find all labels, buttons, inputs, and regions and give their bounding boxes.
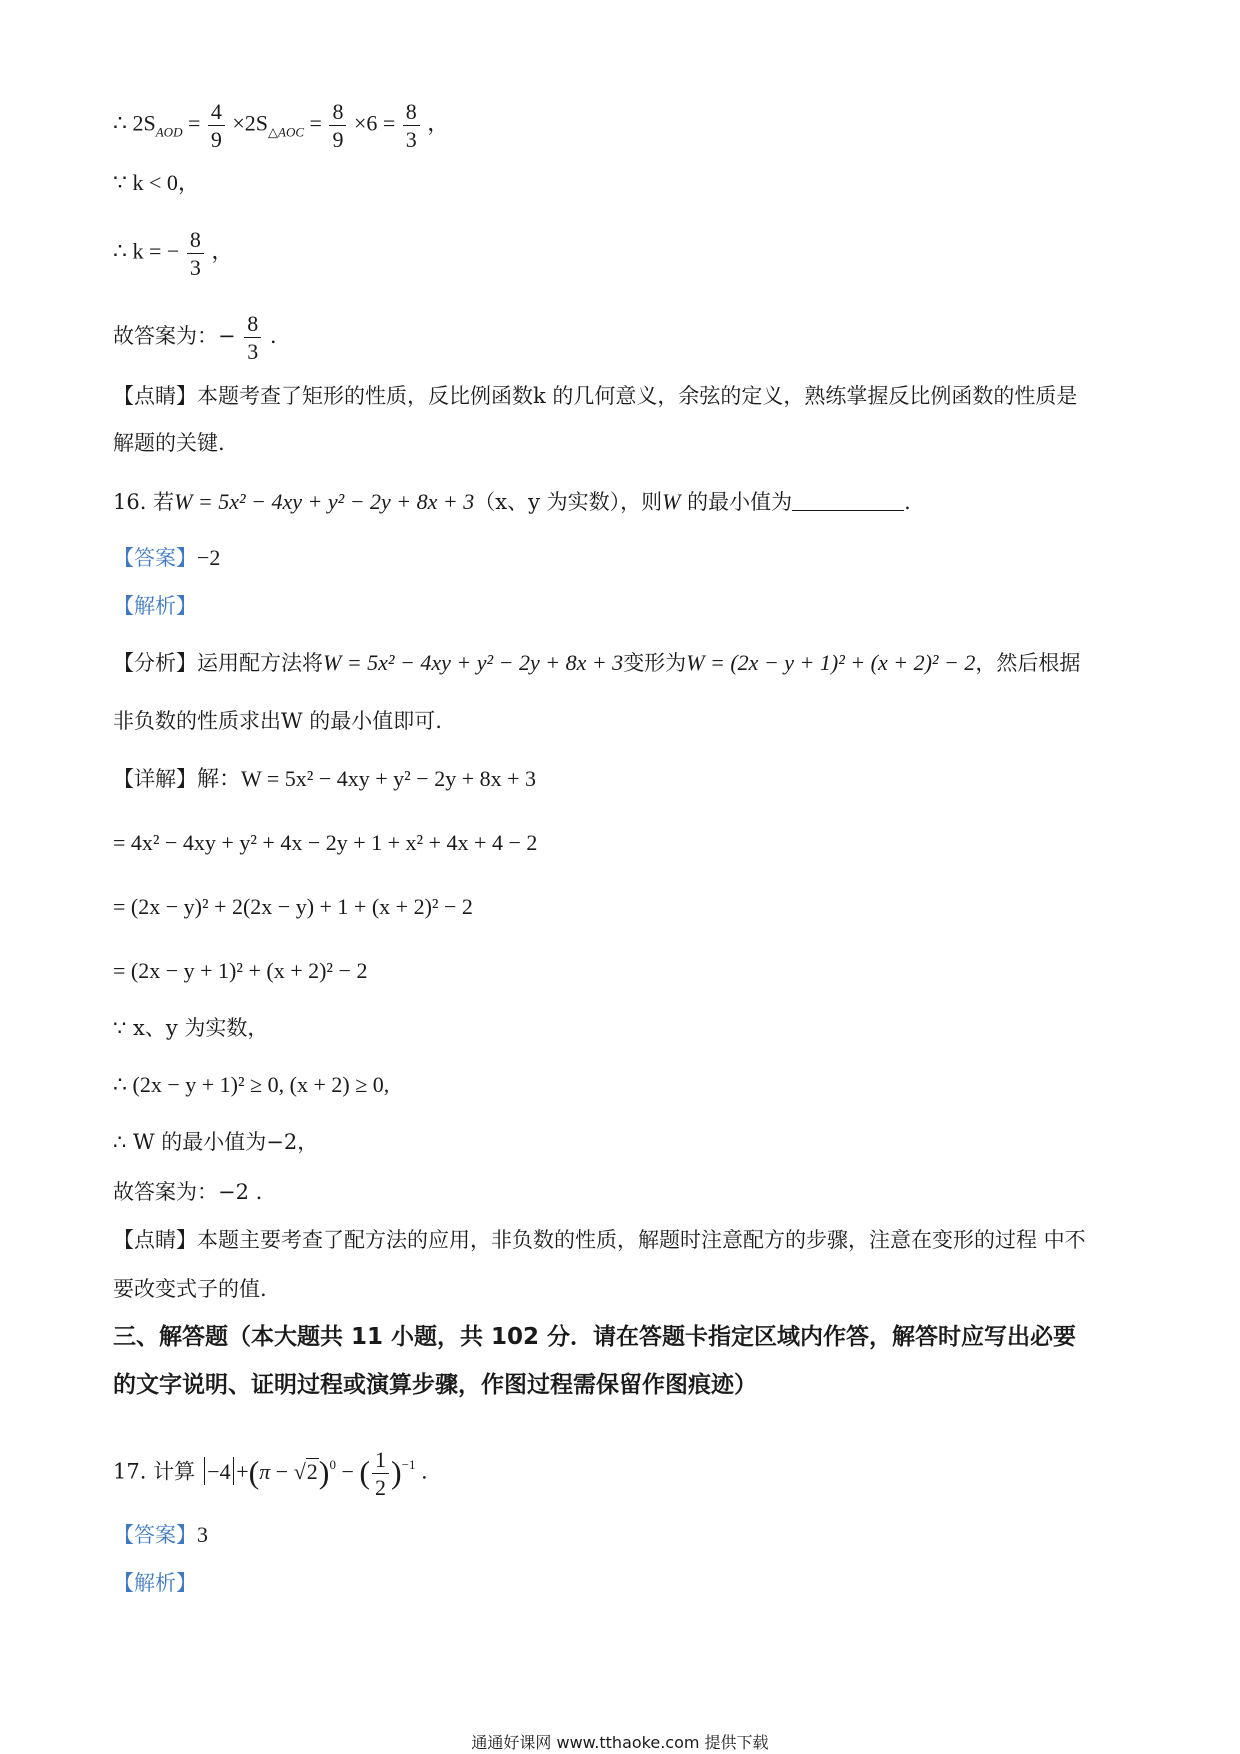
detail-16-line8: 故答案为：−2 . <box>113 1180 263 1204</box>
eq-area-ratio: ∴ $2S_{AOD}$ = $\frac{4}{9}$ $\times 2S_{\triangle AOC}$ = $\frac{8}{9}$ ×6 = $\frac{8}{3}$ ， <box>113 99 450 153</box>
section-3-heading-line1: 三、解答题（本大题共 11 小题，共 102 分．请在答题卡指定区域内作答，解答时应写出必要 <box>113 1324 1077 1350</box>
analysis-16: 【分析】运用配方法将W = 5x² − 4xy + y² − 2y + 8x + 3变形为W = (2x − y + 1)² + (x + 2)² − 2，然后根据 <box>113 650 1081 675</box>
question-16: 16. 若W = 5x² − 4xy + y² − 2y + 8x + 3（x、y 为实数），则W 的最小值为 . <box>113 489 911 514</box>
answer-16: 【答案】−2 <box>113 545 221 570</box>
question-17: 17. 计算 $-4 +(\pi - √2)^0$ − ( $\frac{1}{2}$ )$^{-1}$ . <box>113 1447 428 1501</box>
comment-15-line2: 解题的关键. <box>113 431 225 455</box>
detail-16-line4: = (2x − y + 1)² + (x + 2)² − 2 <box>113 958 368 983</box>
detail-16-line7: ∴ W 的最小值为−2， <box>113 1130 319 1154</box>
analysis-16-line2: 非负数的性质求出W 的最小值即可. <box>113 709 442 733</box>
detail-16-line5: ∵ x、y 为实数， <box>113 1016 269 1040</box>
detail-16-line3: = (2x − y)² + 2(2x − y) + 1 + (x + 2)² − 2 <box>113 894 473 919</box>
jiexi-17-label: 【解析】 <box>113 1571 197 1595</box>
footer-watermark: 通通好课网 www.tthaoke.com 提供下载 <box>471 1733 769 1752</box>
detail-16-line2: = 4x² − 4xy + y² + 4x − 2y + 1 + x² + 4x + 4 − 2 <box>113 830 538 855</box>
comment-15-line1: 【点睛】本题考查了矩形的性质，反比例函数k 的几何意义，余弦的定义，熟练掌握反比例函数的性质是 <box>113 384 1078 408</box>
answer-blank <box>792 492 904 511</box>
detail-16-line6: ∴ (2x − y + 1)² ≥ 0, (x + 2) ≥ 0, <box>113 1072 390 1097</box>
section-3-heading-line2: 的文字说明、证明过程或演算步骤，作图过程需保留作图痕迹） <box>113 1372 757 1398</box>
comment-16-line1: 【点睛】本题主要考查了配方法的应用，非负数的性质，解题时注意配方的步骤，注意在变形的过程 中不 <box>113 1228 1086 1252</box>
eq-k-negative: ∵ k < 0， <box>113 170 200 195</box>
detail-16-line1: 【详解】解：W = 5x² − 4xy + y² − 2y + 8x + 3 <box>113 766 537 791</box>
comment-16-line2: 要改变式子的值. <box>113 1277 267 1301</box>
answer-15: 故答案为：− $\frac{8}{3}$ ． <box>113 311 291 365</box>
eq-k-value: ∴ k = − $\frac{8}{3}$ ， <box>113 227 234 281</box>
jiexi-16-label: 【解析】 <box>113 594 197 618</box>
answer-17: 【答案】3 <box>113 1522 208 1547</box>
question-17-expression: $-4 +(\pi - √2)^0$ − ( $\frac{1}{2}$ )$^{-1}$ <box>202 1459 421 1484</box>
